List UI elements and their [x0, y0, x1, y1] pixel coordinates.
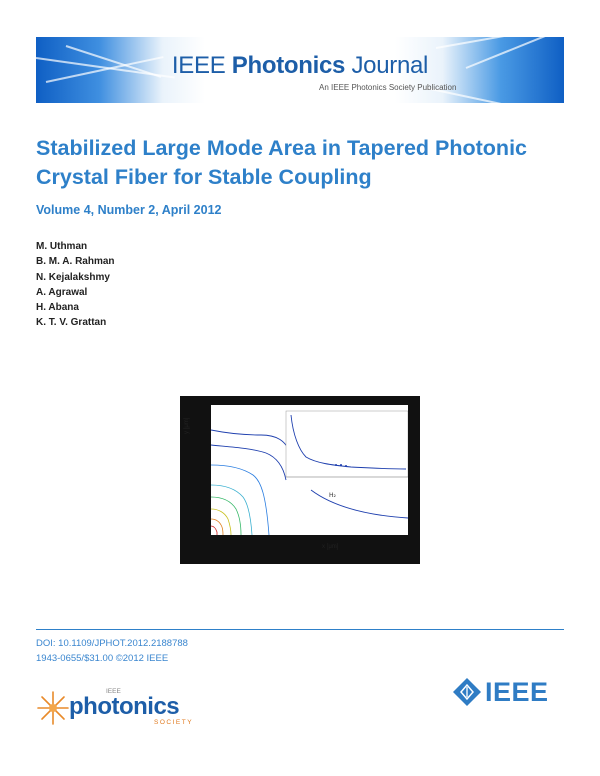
society-name: photonics: [69, 693, 180, 720]
author: B. M. A. Rahman: [36, 256, 115, 268]
author: N. Kejalakshmy: [36, 271, 110, 283]
ieee-logo: [452, 675, 566, 709]
cover-figure: [180, 396, 420, 564]
author: K. T. V. Grattan: [36, 317, 107, 329]
issn-text: 1943-0655/$31.00 ©2012 IEEE: [36, 653, 169, 664]
author: H. Abana: [36, 302, 79, 314]
figure-ylabel: y [μm]: [184, 417, 190, 434]
figure-inner-label: H₂: [329, 492, 336, 499]
figure-plot: [211, 405, 408, 535]
author: A. Agrawal: [36, 286, 88, 298]
photonics-society-logo: [36, 688, 206, 728]
sunburst-icon: [36, 688, 70, 728]
doi-text: DOI: 10.1109/JPHOT.2012.2188788: [36, 638, 188, 649]
figure-xlabel: x [μm]: [322, 544, 339, 550]
footer-divider: [36, 629, 564, 630]
figure-plot-svg: [211, 405, 408, 535]
society-word: SOCIETY: [154, 719, 194, 726]
society-ieee-label: IEEE: [106, 688, 121, 695]
author: M. Uthman: [36, 241, 88, 252]
paper-title: Stabilized Large Mode Area in Tapered Photonic Crystal Fiber for Stable Coupling: [36, 136, 527, 189]
journal-banner: [36, 37, 564, 103]
author-list: [36, 239, 115, 331]
ieee-diamond-icon: [452, 677, 482, 707]
journal-subtitle: An IEEE Photonics Society Publication: [319, 83, 457, 92]
volume-info: Volume 4, Number 2, April 2012: [36, 203, 222, 217]
journal-title: IEEE Photonics Journal: [171, 52, 429, 79]
ieee-wordmark: IEEE: [485, 677, 549, 707]
